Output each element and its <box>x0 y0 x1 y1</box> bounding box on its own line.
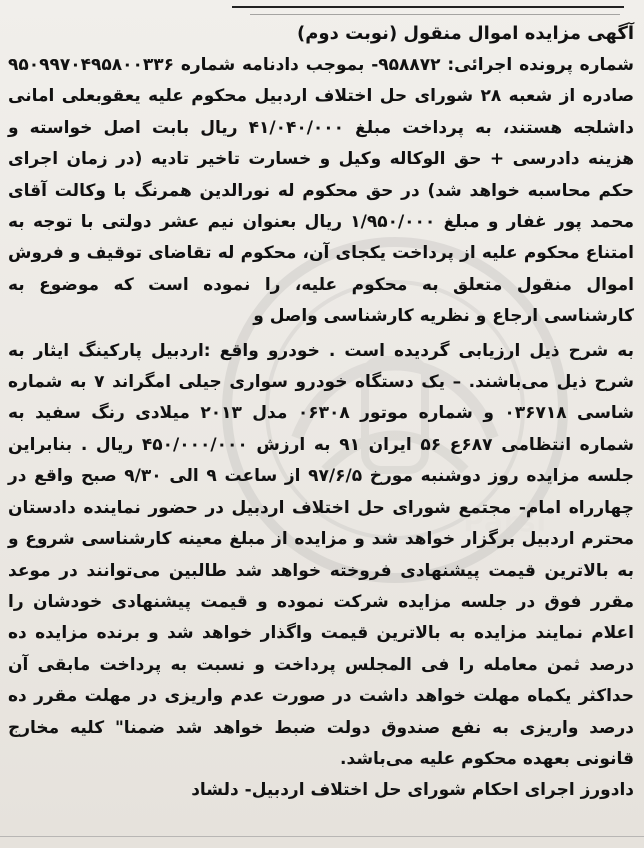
secondary-divider <box>250 14 620 15</box>
notice-title: آگهی مزایده اموال منقول (نوبت دوم) <box>296 23 634 44</box>
auction-notice <box>8 18 634 807</box>
bottom-divider <box>0 836 644 837</box>
notice-paragraph-1: شماره پرونده اجرائی: ۹۵۸۸۷۲- بموجب دادنامه شماره ۹۵۰۹۹۷۰۴۹۵۸۰۰۳۳۶ صادره از شعبه ۲۸ شورای حل اختلاف اردبیل محکوم علیه یعقوبعلی امانی داشلجه هستند، به پرداخت مبلغ ۴۱/۰۴۰/۰۰۰ ریال بابت اصل خواسته و هزینه دادرسی + حق الوکاله وکیل و خسارت تاخیر تادیه (در زمان اجرای حکم محاسبه خواهد شد) در حق محکوم له نورالدین همرنگ با وکالت آقای محمد پور غفار و مبلغ ۱/۹۵۰/۰۰۰ ریال بعنوان نیم عشر دولتی با توجه به امتناع محکوم علیه از پرداخت یکجای آن، محکوم له تقاضای توقیف و فروش اموال منقول متعلق به محکوم علیه، را نموده است که موضوع به کارشناسی ارجاع و نظریه کارشناسی واصل و <box>8 55 635 327</box>
notice-paragraph-2: به شرح ذیل ارزیابی گردیده است . خودرو واقع :اردبیل پارکینگ ایثار به شرح ذیل می‌باشند. – یک دستگاه خودرو سواری جیلی امگراند ۷ به شماره شاسی ۰۳۶۷۱۸ و شماره موتور ۰۶۳۰۸ مدل ۲۰۱۳ میلادی رنگ سفید به شماره انتظامی ۶۸۷ع ۵۶ ایران ۹۱ به ارزش ۴۵۰/۰۰۰/۰۰۰ ریال . بنابراین جلسه مزایده روز دوشنبه مورخ ۹۷/۶/۵ از ساعت ۹ الی ۹/۳۰ صبح واقع در چهارراه امام- مجتمع شورای حل اختلاف اردبیل در حضور نماینده دادستان محترم اردبیل برگزار خواهد شد و مزایده از مبلغ معینه کارشناسی شروع و به بالاترین قیمت پیشنهادی فروخته خواهد شد طالبین می‌توانند در موعد مقرر فوق در جلسه مزایده شرکت نموده و قیمت پیشنهادی خودشان را اعلام نمایند مزایده به بالاترین قیمت واگذار خواهد شد و برنده مزایده ده درصد ثمن معامله را فی المجلس پرداخت و نسبت به پرداخت مابقی آن حداکثر یکماه مهلت خواهد داشت در صورت عدم واریزی در مهلت مقرر ده درصد واریزی به نفع صندوق دولت ضبط خواهد شد ضمنا" کلیه مخارج قانونی بعهده محکوم علیه می‌باشد. <box>8 340 635 769</box>
top-divider <box>232 6 624 8</box>
notice-signature: دادورز اجرای احکام شورای حل اختلاف اردبیل- دلشاد <box>191 780 634 801</box>
